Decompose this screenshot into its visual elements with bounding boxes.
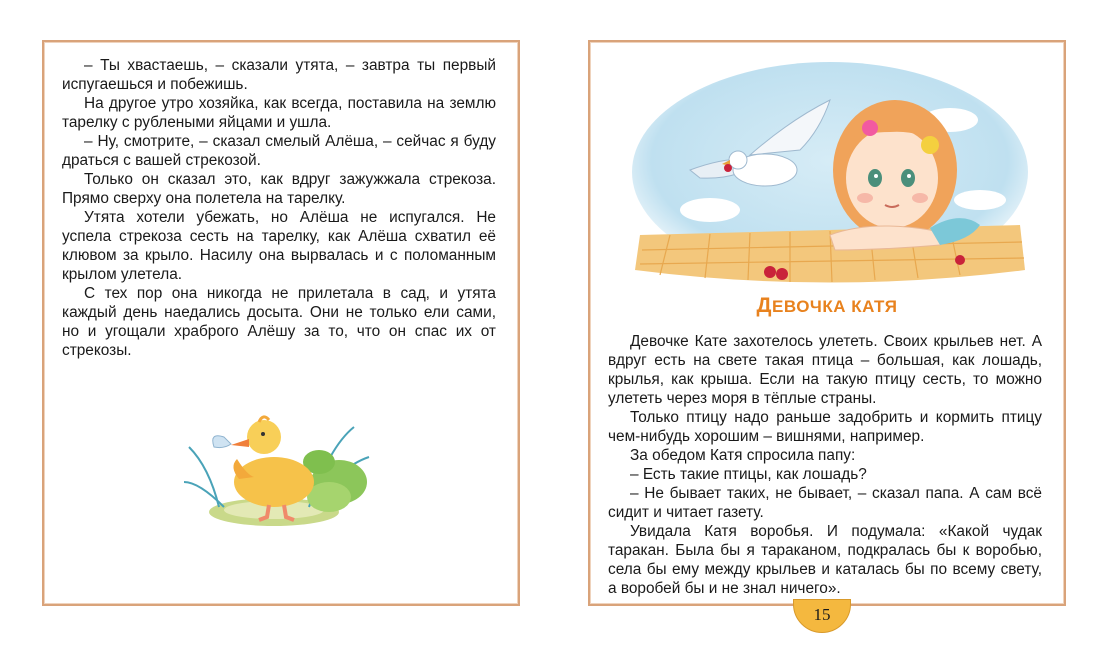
paragraph: За обедом Катя спросила папу:	[630, 447, 856, 464]
story-title: ДЕВОЧКА КАТЯ	[756, 294, 898, 317]
right-page	[588, 40, 1066, 606]
left-page	[42, 40, 520, 606]
paragraph: Только птицу надо раньше задобрить и кормить птицу чем-нибудь хорошим – вишнями, например.	[608, 409, 1042, 445]
paragraph: – Есть такие птицы, как лошадь?	[630, 466, 867, 483]
girl-with-bird-illustration	[630, 60, 1030, 285]
paragraph: Увидала Катя воробья. И подумала: «Какой чудак таракан. Была бы я тараканом, подкралась бы к воробью, села бы ему между крыльев и каталась бы по всему свету, а воробей бы и не знал ничего».	[608, 523, 1042, 597]
paragraph: Утята хотели убежать, но Алёша не испугался. Не успела стрекоза сесть на тарелку, как Алёша схватил её клювом за крыло. Насилу она вырвалась и с поломанным крылом улетела.	[62, 209, 496, 283]
paragraph: – Ну, смотрите, – сказал смелый Алёша, – сейчас я буду драться с вашей стрекозой.	[62, 133, 496, 169]
right-page-text	[608, 332, 1042, 598]
paragraph: Только он сказал это, как вдруг зажужжала стрекоза. Прямо сверху она полетела на тарелку.	[62, 171, 496, 207]
paragraph: На другое утро хозяйка, как всегда, поставила на землю тарелку с рублеными яйцами и ушла.	[62, 95, 496, 131]
left-page-text	[62, 56, 496, 360]
paragraph: Девочке Кате захотелось улететь. Своих крыльев нет. А вдруг есть на свете такая птица – большая, как лошадь, крылья, как крыша. Если на такую птицу сесть, то можно улететь через моря в тёплые страны.	[608, 333, 1042, 407]
paragraph: – Не бывает таких, не бывает, – сказал папа. А сам всё сидит и читает газету.	[608, 485, 1042, 521]
paragraph: С тех пор она никогда не прилетала в сад, и утята каждый день наедались досыта. Они не только ели сами, но и угощали храброго Алёшу за то, что он спас их от стрекозы.	[62, 285, 496, 359]
paragraph: – Ты хвастаешь, – сказали утята, – завтра ты первый испугаешься и побежишь.	[62, 57, 496, 93]
page-number-badge	[793, 599, 851, 633]
duckling-illustration	[179, 387, 379, 537]
page-number: 15	[813, 605, 831, 624]
